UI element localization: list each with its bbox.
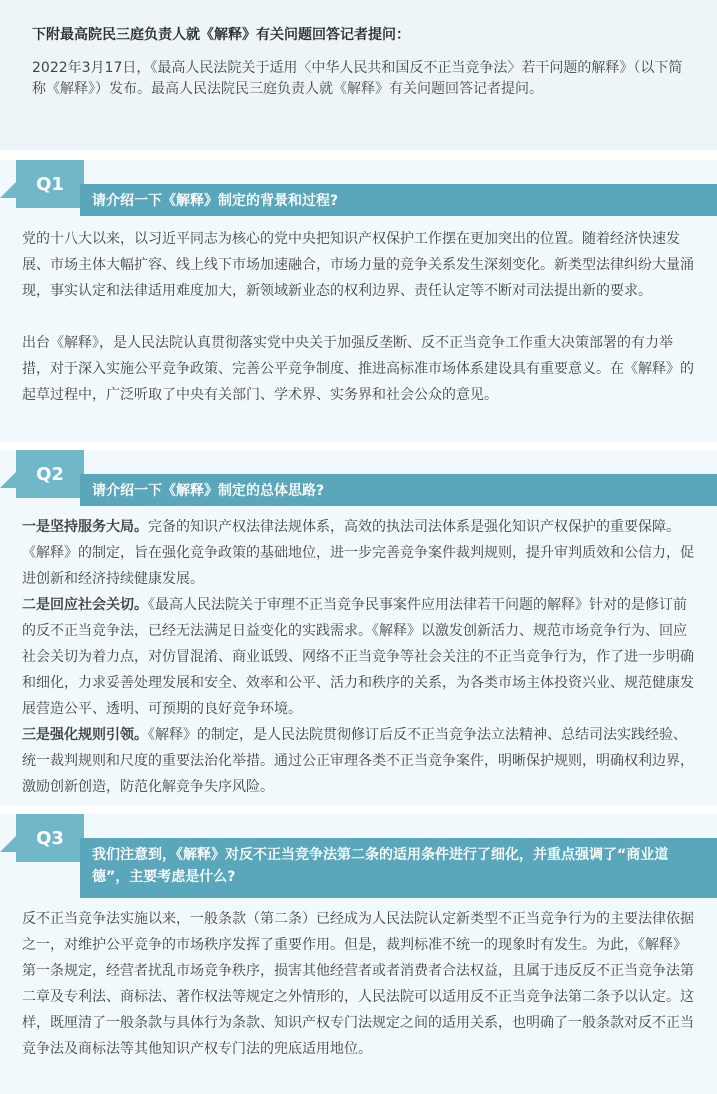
intro-heading: 下附最高院民三庭负责人就《解释》有关问题回答记者提问： [32, 27, 410, 43]
q2-section [0, 450, 717, 806]
q1-question: 请介绍一下《解释》制定的背景和过程? [80, 184, 717, 216]
q2-badge-notch [0, 472, 16, 488]
intro-body: 2022年3月17日，《最高人民法院关于适用〈中华人民共和国反不正当竞争法〉若干问题的解释》（以下简称《解释》）发布。最高人民法院民三庭负责人就《解释》有关问题回答记者提问。 [32, 60, 683, 97]
q3-section [0, 814, 717, 1094]
q2-item-text: 《最高人民法院关于审理不正当竞争民事案件应用法律若干问题的解释》针对的是修订前的反不正当竞争法，已经无法满足日益变化的实践需求。《解释》以激发创新活力、规范市场竞争行为、回应社会关切为着力点，对仿冒混淆、商业诋毁、网络不正当竞争等社会关注的不正当竞争行为，作了进一步明确和细化，力求妥善处理发展和安全、效率和公平、活力和秩序的关系，为各类市场主体投资兴业、规范健康发展营造公平、透明、可预期的良好竞争环境。 [22, 597, 694, 717]
intro-block [0, 0, 717, 150]
q2-question: 请介绍一下《解释》制定的总体思路? [80, 474, 717, 506]
q3-question: 我们注意到，《解释》对反不正当竞争法第二条的适用条件进行了细化，并重点强调了“商业道德”，主要考虑是什么? [80, 838, 717, 898]
q2-item-lead: 二是回应社会关切。 [22, 597, 148, 613]
q1-paragraph: 党的十八大以来，以习近平同志为核心的党中央把知识产权保护工作摆在更加突出的位置。随着经济快速发展、市场主体大幅扩容、线上线下市场加速融合，市场力量的竞争关系发生深刻变化。新类型法律纠纷大量涌现，事实认定和法律适用难度加大，新领域新业态的权利边界、责任认定等不断对司法提出新的要求。 [22, 231, 694, 299]
q3-badge: Q3 [16, 814, 84, 862]
q2-item-text: 《解释》的制定，是人民法院贯彻修订后反不正当竞争法立法精神、总结司法实践经验、统一裁判规则和尺度的重要法治化举措。通过公正审理各类不正当竞争案件，明晰保护规则，明确权利边界，激励创新创造，防范化解竞争失序风险。 [22, 727, 694, 795]
q1-badge-notch [0, 182, 16, 198]
q1-paragraph: 出台《解释》，是人民法院认真贯彻落实党中央关于加强反垄断、反不正当竞争工作重大决策部署的有力举措，对于深入实施公平竞争政策、完善公平竞争制度、推进高标准市场体系建设具有重要意义。在《解释》的起草过程中，广泛听取了中央有关部门、学术界、实务界和社会公众的意见。 [22, 335, 694, 403]
q2-answer [22, 514, 697, 800]
q2-item [22, 722, 697, 800]
q2-item-lead: 三是强化规则引领。 [22, 727, 148, 743]
q1-section [0, 160, 717, 442]
q2-badge: Q2 [16, 450, 84, 498]
q1-answer [22, 226, 697, 408]
q1-badge: Q1 [16, 160, 84, 208]
q3-paragraph: 反不正当竞争法实施以来，一般条款（第二条）已经成为人民法院认定新类型不正当竞争行为的主要法律依据之一，对维护公平竞争的市场秩序发挥了重要作用。但是，裁判标准不统一的现象时有发生。为此，《解释》第一条规定，经营者扰乱市场竞争秩序，损害其他经营者或者消费者合法权益，且属于违反反不正当竞争法第二章及专利法、商标法、著作权法等规定之外情形的，人民法院可以适用反不正当竞争法第二条予以认定。这样，既厘清了一般条款与具体行为条款、知识产权专门法规定之间的适用关系，也明确了一般条款对反不正当竞争法及商标法等其他知识产权专门法的兜底适用地位。 [22, 911, 694, 1057]
q2-item [22, 592, 697, 722]
q2-item-text: 完备的知识产权法律法规体系，高效的执法司法体系是强化知识产权保护的重要保障。《解释》的制定，旨在强化竞争政策的基础地位，进一步完善竞争案件裁判规则，提升审判质效和公信力，促进创新和经济持续健康发展。 [22, 519, 694, 587]
q3-badge-notch [0, 836, 16, 852]
q2-item [22, 514, 697, 592]
q2-item-lead: 一是坚持服务大局。 [22, 519, 148, 535]
q3-answer [22, 906, 697, 1062]
